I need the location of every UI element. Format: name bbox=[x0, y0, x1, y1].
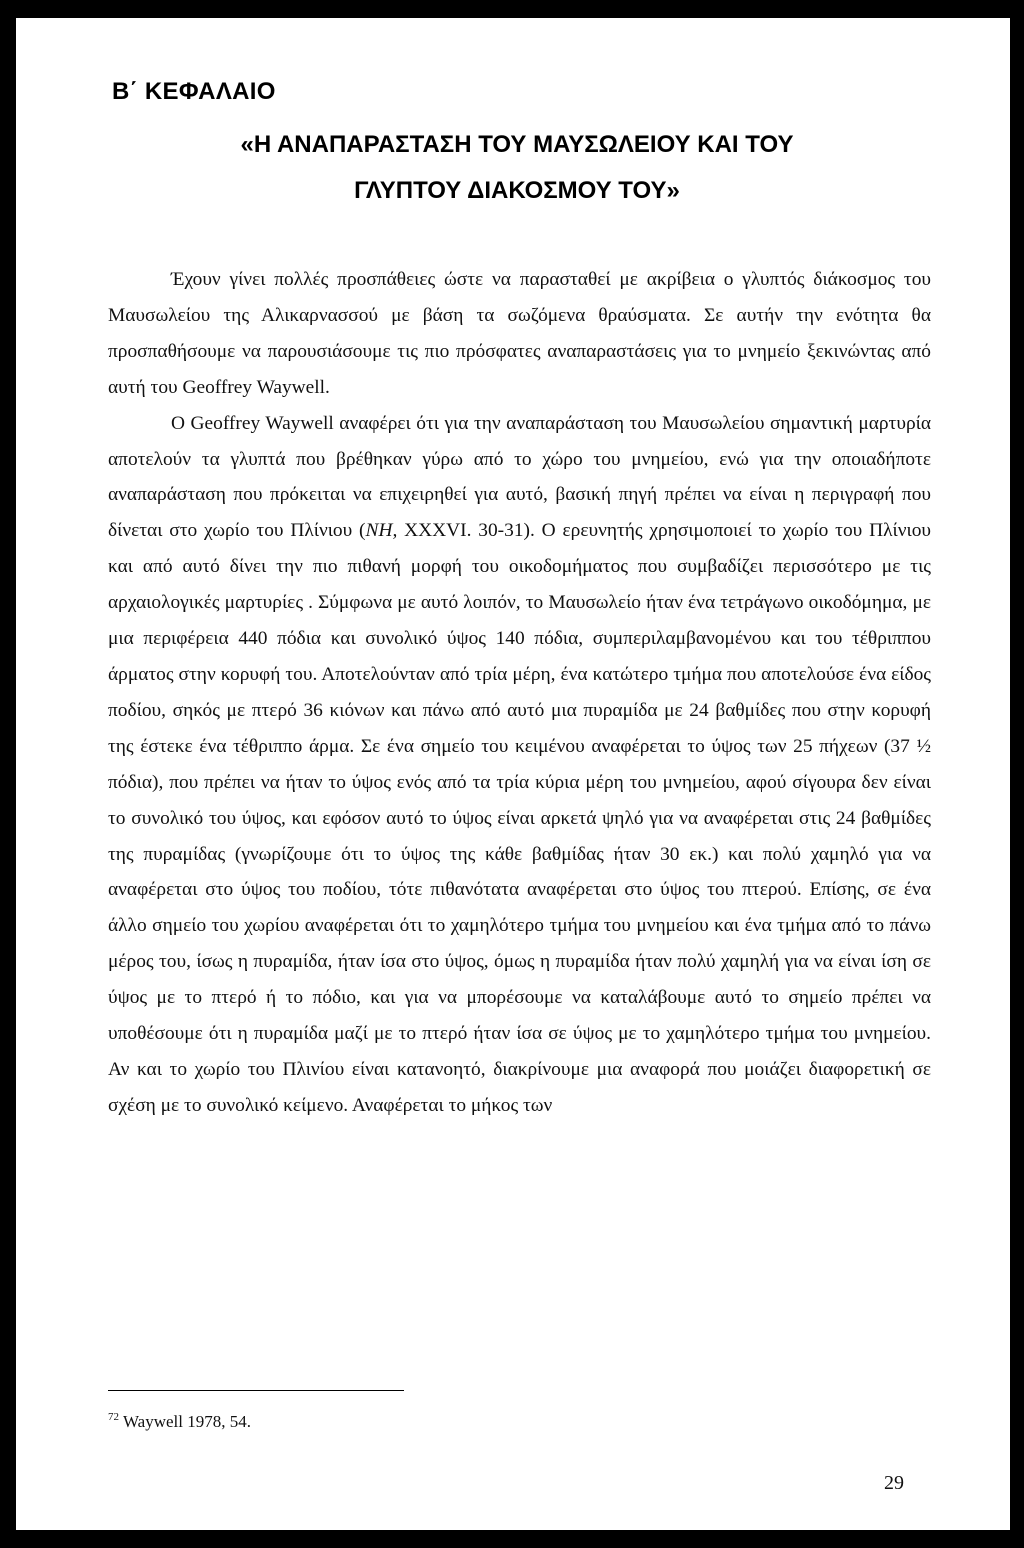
footnote-marker: 72 bbox=[108, 1411, 119, 1423]
paragraph-waywell-rest: XXXVI. 30-31). Ο ερευνητής χρησιμοποιεί το χωρίο του Πλίνιου και από αυτό δίνει την πιο πιθανή μορφή του οικοδομήματος που συμβαδίζει περισσότερο με τις αρχαιολογικές μαρτυρίες . Σύμφωνα με αυτό λοιπόν, το Μαυσωλείο ήταν ένα τετράγωνο οικοδόμημα, με μια περιφέρεια 440 πόδια και συνολικό ύψος 140 πόδια, συμπεριλαμβανομένου και του τέθριππου άρματος στην κορυφή του. Αποτελούνταν από τρία μέρη, ένα κατώτερο τμήμα που αποτελούσε ένα είδος ποδίου, σηκός με πτερό 36 κιόνων και πάνω από αυτό μια πυραμίδα με 24 βαθμίδες που στην κορυφή της έστεκε ένα τέθριππο άρμα. Σε ένα σημείο του κειμένου αναφέρεται το ύψος των 25 πήχεων (37 ½ πόδια), που πρέπει να ήταν το ύψος ενός από τα τρία κύρια μέρη του μνημείου, αφού σίγουρα δεν είναι το συνολικό του ύψος, και εφόσον αυτό το ύψος είναι αρκετά ψηλό για να αναφέρεται στις 24 βαθμίδες της πυραμίδας (γνωρίζουμε ότι το ύψος της κάθε βαθμίδας ήταν 30 εκ.) και πολύ χαμηλό για να αναφέρεται στο ύψος του ποδίου, τότε πιθανότατα αναφέρεται στο ύψος του πτερού. Επίσης, σε ένα άλλο σημείο του χωρίου αναφέρεται ότι το χαμηλότερο τμήμα του μνημείου και ένα τμήμα από το πάνω μέρος του, ίσως η πυραμίδα, ήταν ίσα στο ύψος, όμως η πυραμίδα ήταν πολύ χαμηλή για να είναι ίση σε ύψος με το πτερό ή το πόδιο, και για να μπορέσουμε να καταλάβουμε αυτό το σημείο πρέπει να υποθέσουμε ότι η πυραμίδα μαζί με το πτερό ήταν ίσα σε ύψος με το χαμηλότερο τμήμα του μνημείου. Αν και το χωρίο του Πλινίου είναι κατανοητό, διακρίνουμε μια αναφορά που μοιάζει διαφορετική σε σχέση με το συνολικό κείμενο. Αναφέρεται το μήκος των bbox=[108, 520, 931, 1116]
body-text bbox=[108, 262, 931, 1124]
paragraph-waywell-start: Ο Geoffrey Waywell αναφέρει ότι για την αναπαράσταση του Μαυσωλείου σημαντική μαρτυρία αποτελούν τα γλυπτά που βρέθηκαν γύρω από το χώρο του μνημείου, ενώ για την οποιαδήποτε αναπαράσταση που πρόκειται να επιχειρηθεί για αυτό, βασική πηγή πρέπει να είναι η περιγραφή που δίνεται στο χωρίο του Πλίνιου ( bbox=[108, 412, 931, 542]
document-page bbox=[16, 18, 1010, 1530]
paragraph-waywell bbox=[108, 406, 931, 1124]
chapter-title-line-1: «Η ΑΝΑΠΑΡΑΣΤΑΣΗ ΤΟΥ ΜΑΥΣΩΛΕΙΟΥ ΚΑΙ ΤΟΥ bbox=[240, 131, 794, 158]
footnote-text: Waywell 1978, 54. bbox=[123, 1412, 251, 1431]
footnote-divider bbox=[108, 1390, 404, 1391]
chapter-title bbox=[112, 122, 922, 214]
footnote bbox=[108, 1406, 251, 1433]
page-number: 29 bbox=[884, 1472, 904, 1494]
paragraph-intro: Έχουν γίνει πολλές προσπάθειες ώστε να παρασταθεί με ακρίβεια ο γλυπτός διάκοσμος του Μαυσωλείου της Αλικαρνασσού με βάση τα σωζόμενα θραύσματα. Σε αυτήν την ενότητα θα προσπαθήσουμε να παρουσιάσουμε τις πιο πρόσφατες αναπαραστάσεις για το μνημείο ξεκινώντας από αυτή του Geoffrey Waywell. bbox=[108, 269, 931, 398]
chapter-label: Β΄ ΚΕΦΑΛΑΙΟ bbox=[112, 78, 276, 105]
citation-italic: ΝΗ, bbox=[365, 520, 398, 542]
chapter-title-line-2: ΓΛΥΠΤΟΥ ΔΙΑΚΟΣΜΟΥ ΤΟΥ» bbox=[354, 177, 680, 204]
